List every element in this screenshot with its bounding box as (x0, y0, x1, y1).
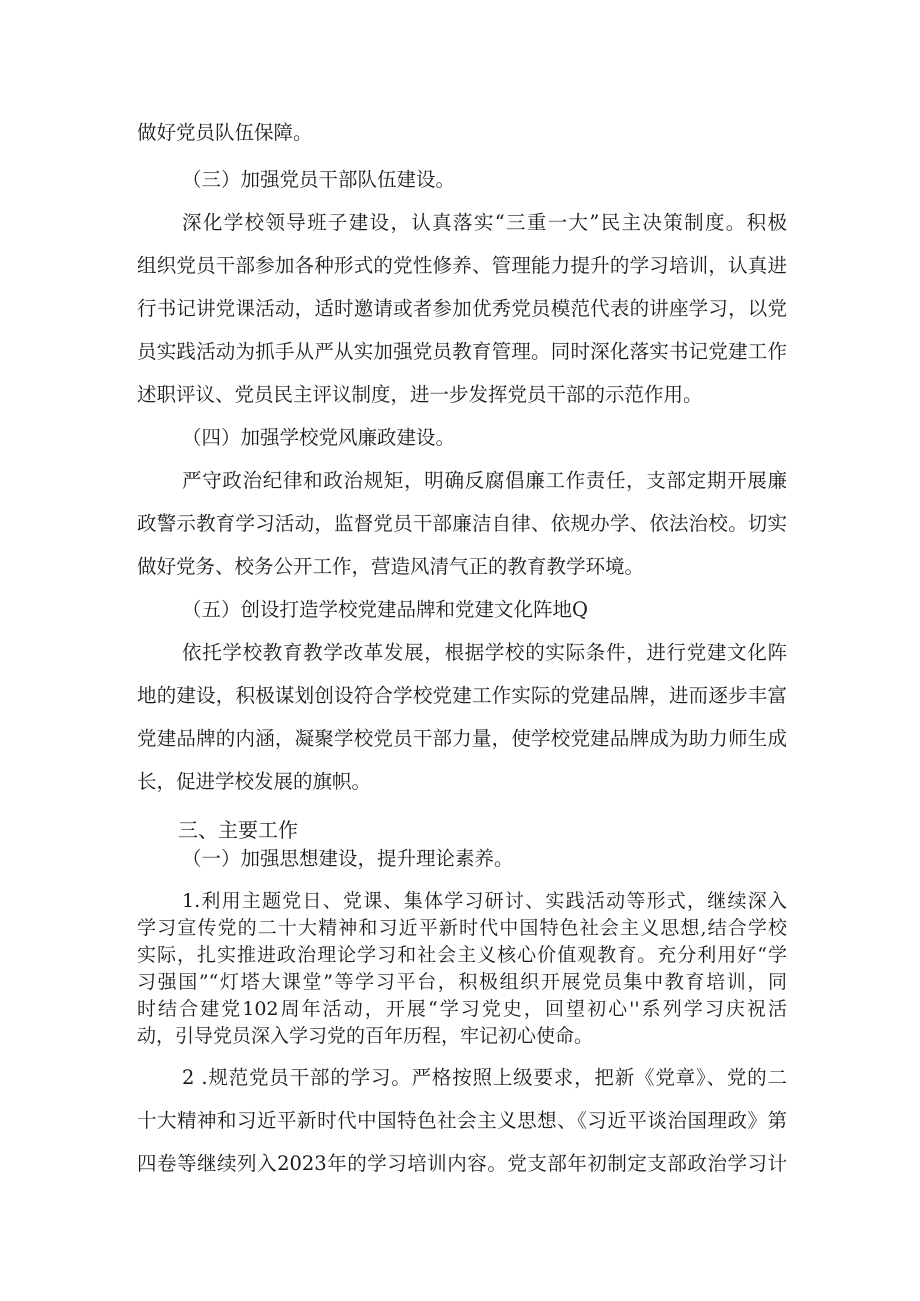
text-line: 学习宣传党的二十大精神和习近平新时代中国特色社会主义思想,结合学校 (137, 917, 787, 939)
section-heading: 三、主要工作 (178, 818, 298, 842)
text-line: 严守政治纪律和政治规矩，明确反腐倡廉工作责任，支部定期开展廉 (182, 469, 787, 492)
text-line: 四卷等继续列入2023年的学习培训内容。党支部年初制定支部政治学习计 (137, 1152, 787, 1175)
text-line: 组织党员干部参加各种形式的党性修养、管理能力提升的学习培训，认真进 (137, 254, 787, 277)
text-line: 实际，扎实推进政治理论学习和社会主义核心价值观教育。充分利用好“学 (137, 944, 787, 966)
section-subheading: （三）加强党员干部队伍建设。 (182, 168, 456, 191)
text-line: 2 .规范党员干部的学习。严格按照上级要求，把新《党章》、党的二 (182, 1066, 787, 1089)
section-subheading: （一）加强思想建设，提升理论素养。 (182, 847, 514, 870)
text-line: 动，引导党员深入学习党的百年历程，牢记初心使命。 (137, 1025, 594, 1047)
text-line: 行书记讲党课活动，适时邀请或者参加优秀党员模范代表的讲座学习，以党 (137, 297, 787, 320)
text-line: 做好党务、校务公开工作，营造风清气正的教育教学环境。 (137, 555, 645, 578)
text-line: 深化学校领导班子建设，认真落实“三重一大”民主决策制度。积极 (182, 211, 787, 234)
text-line: 员实践活动为抓手从严从实加强党员教育管理。同时深化落实书记党建工作 (137, 340, 787, 363)
section-subheading: （五）创设打造学校党建品牌和党建文化阵地Q (182, 598, 588, 621)
text-line: 依托学校教育教学改革发展，根据学校的实际条件，进行党建文化阵 (182, 641, 787, 664)
text-line: 地的建设，积极谋划创设符合学校党建工作实际的党建品牌，进而逐步丰富 (137, 684, 787, 707)
text-line: 做好党员队伍保障。 (137, 121, 313, 144)
text-line: 述职评议、党员民主评议制度，进一步发挥党员干部的示范作用。 (137, 383, 703, 406)
text-line: 习强国”“灯塔大课堂”等学习平台，积极组织开展党员集中教育培训，同 (137, 971, 787, 993)
text-line: 时结合建党102周年活动，开展“学习党史，回望初心''系列学习庆祝活 (137, 998, 787, 1020)
text-line: 1.利用主题党日、党课、集体学习研讨、实践活动等形式，继续深入 (182, 890, 787, 912)
text-line: 长，促进学校发展的旗帜。 (137, 770, 372, 793)
section-subheading: （四）加强学校党风廉政建设。 (182, 426, 456, 449)
text-line: 政警示教育学习活动，监督党员干部廉洁自律、依规办学、依法治校。切实 (137, 512, 787, 535)
text-line: 党建品牌的内涵，凝聚学校党员干部力量，使学校党建品牌成为助力师生成 (137, 727, 787, 750)
text-line: 十大精神和习近平新时代中国特色社会主义思想、《习近平谈治国理政》第 (137, 1109, 787, 1132)
